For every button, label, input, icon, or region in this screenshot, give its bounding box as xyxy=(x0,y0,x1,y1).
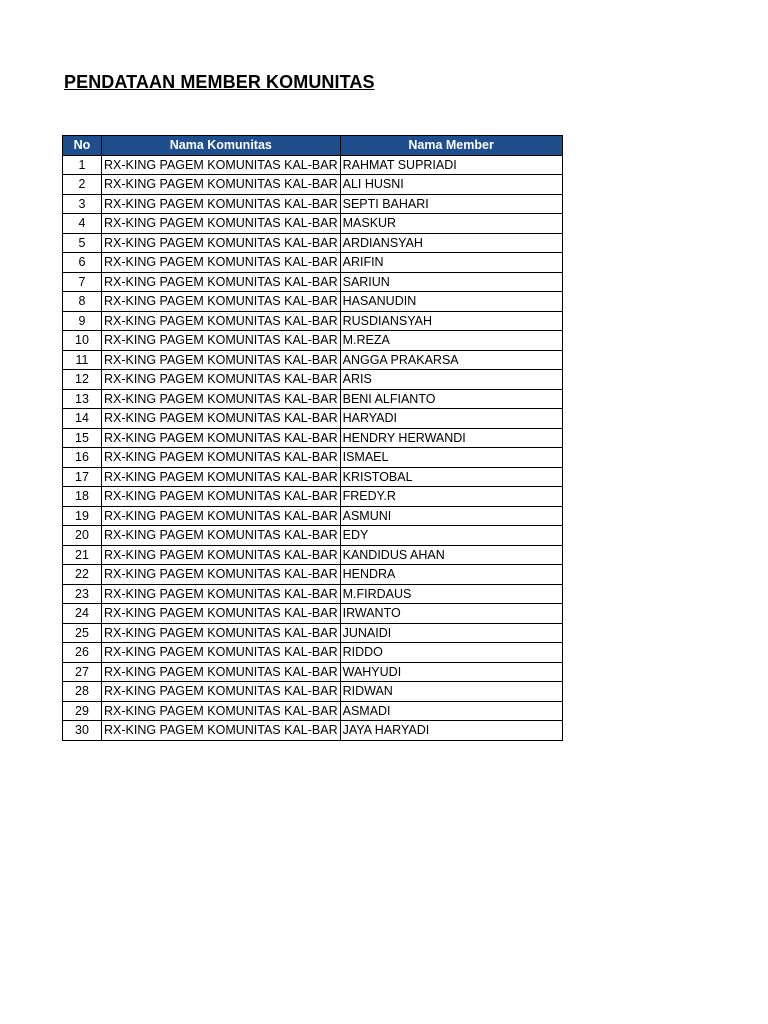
cell-nama-komunitas: RX-KING PAGEM KOMUNITAS KAL-BAR xyxy=(102,292,341,312)
cell-nama-member: HENDRA xyxy=(340,565,562,585)
cell-no: 3 xyxy=(63,194,102,214)
table-row xyxy=(63,487,563,507)
cell-nama-member: ALI HUSNI xyxy=(340,175,562,195)
cell-nama-member: RIDWAN xyxy=(340,682,562,702)
cell-nama-member: JAYA HARYADI xyxy=(340,721,562,741)
cell-nama-member: ASMADI xyxy=(340,701,562,721)
cell-nama-member: HARYADI xyxy=(340,409,562,429)
cell-nama-komunitas: RX-KING PAGEM KOMUNITAS KAL-BAR xyxy=(102,194,341,214)
cell-no: 10 xyxy=(63,331,102,351)
cell-nama-member: RIDDO xyxy=(340,643,562,663)
cell-nama-komunitas: RX-KING PAGEM KOMUNITAS KAL-BAR xyxy=(102,233,341,253)
table-body xyxy=(63,155,563,740)
cell-nama-member: BENI ALFIANTO xyxy=(340,389,562,409)
cell-nama-member: ASMUNI xyxy=(340,506,562,526)
cell-nama-komunitas: RX-KING PAGEM KOMUNITAS KAL-BAR xyxy=(102,623,341,643)
cell-no: 29 xyxy=(63,701,102,721)
table-row xyxy=(63,428,563,448)
cell-no: 12 xyxy=(63,370,102,390)
cell-nama-komunitas: RX-KING PAGEM KOMUNITAS KAL-BAR xyxy=(102,214,341,234)
cell-nama-member: WAHYUDI xyxy=(340,662,562,682)
cell-nama-komunitas: RX-KING PAGEM KOMUNITAS KAL-BAR xyxy=(102,448,341,468)
cell-no: 11 xyxy=(63,350,102,370)
column-header-nama-member: Nama Member xyxy=(340,136,562,156)
cell-no: 23 xyxy=(63,584,102,604)
cell-no: 30 xyxy=(63,721,102,741)
table-row xyxy=(63,253,563,273)
cell-nama-komunitas: RX-KING PAGEM KOMUNITAS KAL-BAR xyxy=(102,526,341,546)
cell-no: 4 xyxy=(63,214,102,234)
table-row xyxy=(63,194,563,214)
cell-no: 19 xyxy=(63,506,102,526)
cell-nama-komunitas: RX-KING PAGEM KOMUNITAS KAL-BAR xyxy=(102,584,341,604)
page-title: PENDATAAN MEMBER KOMUNITAS xyxy=(64,72,375,92)
cell-no: 17 xyxy=(63,467,102,487)
table-row xyxy=(63,662,563,682)
cell-no: 15 xyxy=(63,428,102,448)
cell-nama-member: KANDIDUS AHAN xyxy=(340,545,562,565)
table-row xyxy=(63,584,563,604)
cell-nama-member: ISMAEL xyxy=(340,448,562,468)
cell-no: 7 xyxy=(63,272,102,292)
cell-nama-member: HENDRY HERWANDI xyxy=(340,428,562,448)
cell-nama-komunitas: RX-KING PAGEM KOMUNITAS KAL-BAR xyxy=(102,682,341,702)
cell-nama-member: SARIUN xyxy=(340,272,562,292)
cell-nama-komunitas: RX-KING PAGEM KOMUNITAS KAL-BAR xyxy=(102,253,341,273)
table-row xyxy=(63,370,563,390)
cell-nama-member: KRISTOBAL xyxy=(340,467,562,487)
member-table xyxy=(62,135,563,741)
cell-no: 5 xyxy=(63,233,102,253)
cell-no: 13 xyxy=(63,389,102,409)
table-row xyxy=(63,604,563,624)
table-row xyxy=(63,448,563,468)
cell-nama-komunitas: RX-KING PAGEM KOMUNITAS KAL-BAR xyxy=(102,370,341,390)
cell-nama-komunitas: RX-KING PAGEM KOMUNITAS KAL-BAR xyxy=(102,272,341,292)
table-row xyxy=(63,701,563,721)
table-row xyxy=(63,350,563,370)
table-row xyxy=(63,467,563,487)
cell-nama-member: HASANUDIN xyxy=(340,292,562,312)
table-row xyxy=(63,682,563,702)
cell-nama-komunitas: RX-KING PAGEM KOMUNITAS KAL-BAR xyxy=(102,701,341,721)
cell-nama-komunitas: RX-KING PAGEM KOMUNITAS KAL-BAR xyxy=(102,155,341,175)
cell-no: 9 xyxy=(63,311,102,331)
table-row xyxy=(63,623,563,643)
table-row xyxy=(63,175,563,195)
cell-no: 1 xyxy=(63,155,102,175)
cell-no: 20 xyxy=(63,526,102,546)
cell-nama-komunitas: RX-KING PAGEM KOMUNITAS KAL-BAR xyxy=(102,545,341,565)
cell-nama-komunitas: RX-KING PAGEM KOMUNITAS KAL-BAR xyxy=(102,506,341,526)
cell-no: 14 xyxy=(63,409,102,429)
table-row xyxy=(63,292,563,312)
table-row xyxy=(63,233,563,253)
cell-nama-komunitas: RX-KING PAGEM KOMUNITAS KAL-BAR xyxy=(102,467,341,487)
table-row xyxy=(63,155,563,175)
cell-no: 2 xyxy=(63,175,102,195)
cell-nama-komunitas: RX-KING PAGEM KOMUNITAS KAL-BAR xyxy=(102,331,341,351)
table-row xyxy=(63,526,563,546)
cell-no: 22 xyxy=(63,565,102,585)
cell-nama-member: FREDY.R xyxy=(340,487,562,507)
cell-nama-member: M.REZA xyxy=(340,331,562,351)
cell-nama-member: SEPTI BAHARI xyxy=(340,194,562,214)
cell-nama-member: MASKUR xyxy=(340,214,562,234)
cell-nama-komunitas: RX-KING PAGEM KOMUNITAS KAL-BAR xyxy=(102,350,341,370)
cell-nama-member: ANGGA PRAKARSA xyxy=(340,350,562,370)
cell-nama-komunitas: RX-KING PAGEM KOMUNITAS KAL-BAR xyxy=(102,409,341,429)
table-row xyxy=(63,721,563,741)
cell-no: 21 xyxy=(63,545,102,565)
cell-nama-member: JUNAIDI xyxy=(340,623,562,643)
cell-nama-member: IRWANTO xyxy=(340,604,562,624)
column-header-no: No xyxy=(63,136,102,156)
cell-nama-komunitas: RX-KING PAGEM KOMUNITAS KAL-BAR xyxy=(102,643,341,663)
cell-nama-member: RUSDIANSYAH xyxy=(340,311,562,331)
table-row xyxy=(63,389,563,409)
cell-nama-komunitas: RX-KING PAGEM KOMUNITAS KAL-BAR xyxy=(102,721,341,741)
table-row xyxy=(63,272,563,292)
table-row xyxy=(63,311,563,331)
cell-no: 16 xyxy=(63,448,102,468)
table-row xyxy=(63,214,563,234)
cell-nama-member: EDY xyxy=(340,526,562,546)
table-row xyxy=(63,331,563,351)
cell-no: 26 xyxy=(63,643,102,663)
table-header-row xyxy=(63,136,563,156)
cell-no: 25 xyxy=(63,623,102,643)
table-row xyxy=(63,565,563,585)
cell-nama-komunitas: RX-KING PAGEM KOMUNITAS KAL-BAR xyxy=(102,487,341,507)
cell-nama-member: ARDIANSYAH xyxy=(340,233,562,253)
cell-nama-komunitas: RX-KING PAGEM KOMUNITAS KAL-BAR xyxy=(102,565,341,585)
cell-nama-komunitas: RX-KING PAGEM KOMUNITAS KAL-BAR xyxy=(102,662,341,682)
cell-no: 18 xyxy=(63,487,102,507)
table-row xyxy=(63,506,563,526)
column-header-nama-komunitas: Nama Komunitas xyxy=(102,136,341,156)
cell-no: 27 xyxy=(63,662,102,682)
cell-nama-member: ARIS xyxy=(340,370,562,390)
cell-nama-komunitas: RX-KING PAGEM KOMUNITAS KAL-BAR xyxy=(102,175,341,195)
cell-no: 8 xyxy=(63,292,102,312)
cell-nama-komunitas: RX-KING PAGEM KOMUNITAS KAL-BAR xyxy=(102,389,341,409)
cell-nama-komunitas: RX-KING PAGEM KOMUNITAS KAL-BAR xyxy=(102,311,341,331)
table-row xyxy=(63,643,563,663)
cell-no: 28 xyxy=(63,682,102,702)
cell-no: 6 xyxy=(63,253,102,273)
cell-nama-member: RAHMAT SUPRIADI xyxy=(340,155,562,175)
cell-nama-komunitas: RX-KING PAGEM KOMUNITAS KAL-BAR xyxy=(102,428,341,448)
table-row xyxy=(63,545,563,565)
cell-nama-komunitas: RX-KING PAGEM KOMUNITAS KAL-BAR xyxy=(102,604,341,624)
cell-no: 24 xyxy=(63,604,102,624)
table-row xyxy=(63,409,563,429)
cell-nama-member: M.FIRDAUS xyxy=(340,584,562,604)
cell-nama-member: ARIFIN xyxy=(340,253,562,273)
